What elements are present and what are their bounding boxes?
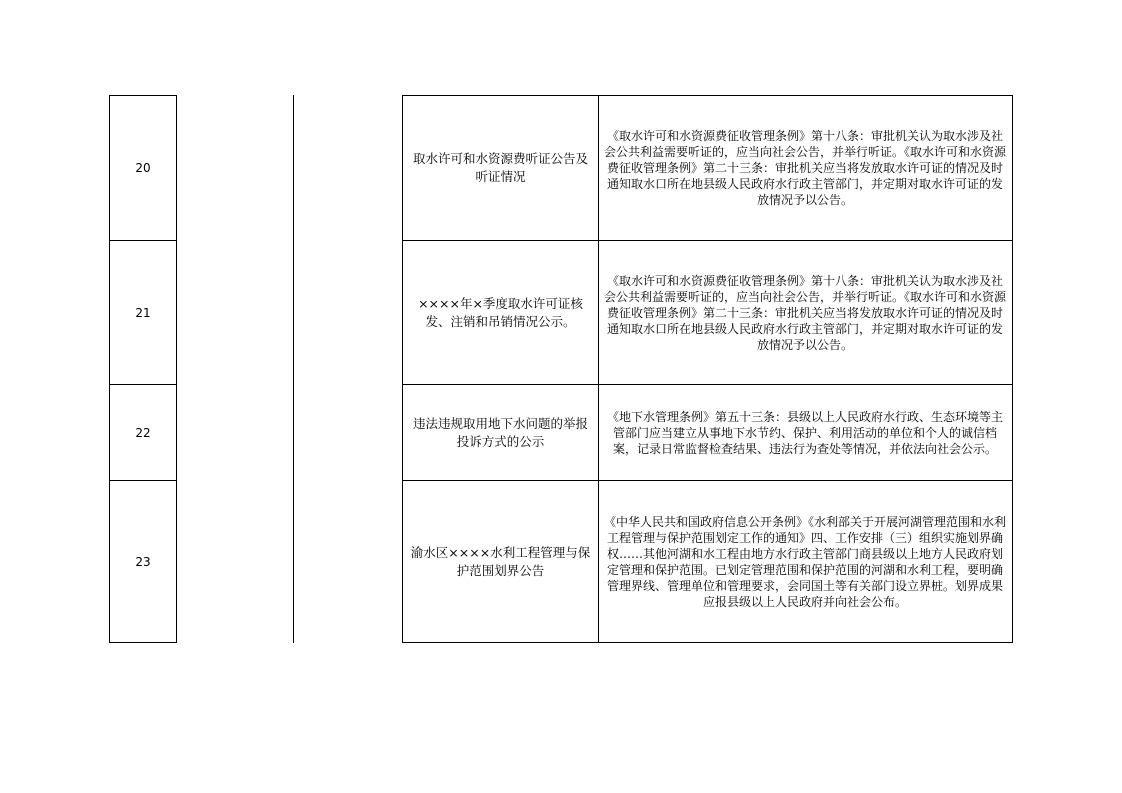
row-number: 22 bbox=[109, 385, 177, 481]
item-name: 违法违规取用地下水问题的举报投诉方式的公示 bbox=[402, 385, 599, 481]
legal-basis: 《中华人民共和国政府信息公开条例》《水利部关于开展河湖管理范围和水利工程管理与保护范围划定工作的通知》四、工作安排（三）组织实施划界确权……其他河湖和水工程由地方水行政主管部门商县级以上地方人民政府划定管理和保护范围。已划定管理范围和保护范围的河湖和水利工程，要明确管理界线、管理单位和管理要求，会同国土等有关部门设立界桩。划界成果应报县级以上人民政府并向社会公布。 bbox=[598, 481, 1013, 643]
item-name: 渝水区××××水利工程管理与保护范围划界公告 bbox=[402, 481, 599, 643]
regulation-table bbox=[109, 95, 1013, 643]
table-row bbox=[109, 241, 1013, 385]
legal-basis: 《地下水管理条例》第五十三条：县级以上人民政府水行政、生态环境等主管部门应当建立从事地下水节约、保护、利用活动的单位和个人的诚信档案，记录日常监督检查结果、违法行为查处等情况，并依法向社会公示。 bbox=[598, 385, 1013, 481]
table-row bbox=[109, 95, 1013, 241]
table-row bbox=[109, 385, 1013, 481]
legal-basis: 《取水许可和水资源费征收管理条例》第十八条：审批机关认为取水涉及社会公共利益需要听证的，应当向社会公告，并举行听证。《取水许可和水资源费征收管理条例》第二十三条：审批机关应当将发放取水许可证的情况及时通知取水口所在地县级人民政府水行政主管部门，并定期对取水许可证的发放情况予以公告。 bbox=[598, 95, 1013, 241]
row-number: 20 bbox=[109, 95, 177, 241]
item-name: 取水许可和水资源费听证公告及听证情况 bbox=[402, 95, 599, 241]
legal-basis: 《取水许可和水资源费征收管理条例》第十八条：审批机关认为取水涉及社会公共利益需要听证的，应当向社会公告，并举行听证。《取水许可和水资源费征收管理条例》第二十三条：审批机关应当将发放取水许可证的情况及时通知取水口所在地县级人民政府水行政主管部门，并定期对取水许可证的发放情况予以公告。 bbox=[598, 241, 1013, 385]
row-number: 21 bbox=[109, 241, 177, 385]
table-row bbox=[109, 481, 1013, 643]
item-name: ××××年×季度取水许可证核发、注销和吊销情况公示。 bbox=[402, 241, 599, 385]
row-number: 23 bbox=[109, 481, 177, 643]
